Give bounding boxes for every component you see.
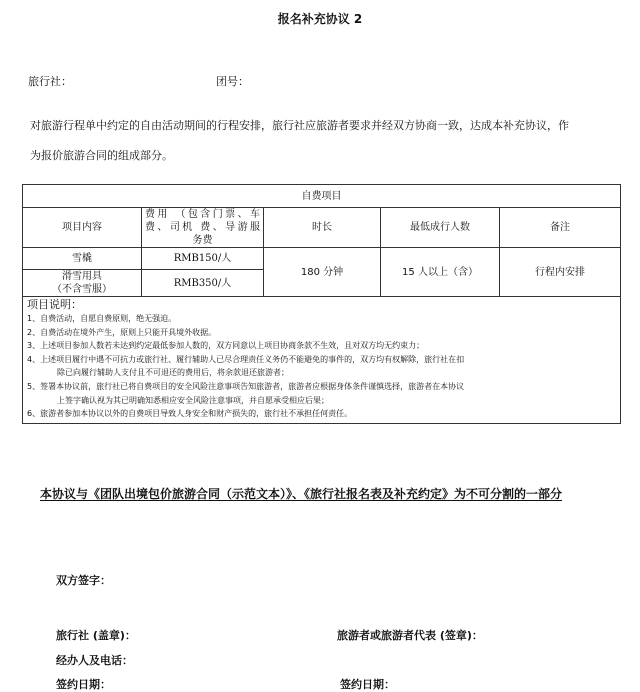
note-item: 2、自费活动在境外产生，原则上只能开具境外收据。 (27, 327, 217, 337)
project-notes (23, 297, 621, 424)
note-item: 4、上述项目履行中遇不可抗力或旅行社、履行辅助人已尽合理责任义务仍不能避免的事件的，双方均有权解除，旅行社在扣 (27, 354, 465, 364)
shared-min-people: 15 人以上（含） (381, 248, 500, 297)
self-paid-items-table (22, 184, 621, 424)
agency-seal-label: 旅行社 (盖章)： (56, 629, 136, 642)
shared-remarks: 行程内安排 (500, 248, 621, 297)
shared-duration: 180 分钟 (264, 248, 381, 297)
note-item: 5、签署本协议前，旅行社已将自费项目的安全风险注意事项告知旅游者，旅游者应根据身体条件谨慎选择，旅游者在本协议 (27, 381, 465, 391)
header-duration: 时长 (264, 208, 381, 248)
item-fee-sled: RMB150/人 (142, 248, 264, 270)
agency-label: 旅行社： (28, 75, 72, 88)
item-name-ski-gear (23, 270, 142, 297)
inseparable-statement: 本协议与《团队出境包价旅游合同（示范文本）》、《旅行社报名表及补充约定》为不可分割的一部分 (40, 487, 563, 501)
group-number-label: 团号： (216, 75, 249, 88)
header-remarks: 备注 (500, 208, 621, 248)
handler-phone-label: 经办人及电话： (56, 654, 133, 667)
header-min-people: 最低成行人数 (381, 208, 500, 248)
header-fee-line-3: 务费 (192, 235, 213, 246)
item-fee-ski-gear: RMB350/人 (142, 270, 264, 297)
note-item: 上签字确认视为其已明确知悉相应安全风险注意事项，并自愿承受相应后果； (57, 395, 329, 405)
intro-line-2: 为报价旅游合同的组成部分。 (30, 149, 173, 162)
sign-date-right: 签约日期： (340, 678, 395, 691)
item-name-ski-gear-line-1: 滑雪用具 (62, 271, 102, 282)
sign-date-left: 签约日期： (56, 678, 111, 691)
page-title: 报名补充协议 2 (277, 12, 363, 26)
header-fee-line-1: 费用 （包含门票、车 (145, 209, 260, 220)
header-content: 项目内容 (23, 208, 142, 248)
item-name-ski-gear-line-2: （不含雪服） (52, 284, 112, 295)
note-item: 除已向履行辅助人支付且不可退还的费用后，将余款退还旅游者； (57, 368, 289, 378)
table-row (23, 248, 621, 270)
header-fee (142, 208, 264, 248)
table-caption: 自费项目 (23, 185, 621, 208)
notes-title: 项目说明： (27, 298, 82, 311)
note-item: 6、旅游者参加本协议以外的自费项目导致人身安全和财产损失的，旅行社不承担任何责任。 (27, 409, 353, 419)
header-fee-line-2: 费、司机 费、导游服 (145, 222, 260, 233)
both-parties-signature: 双方签字： (56, 574, 111, 587)
note-item: 3、上述项目参加人数若未达到约定最低参加人数的，双方同意以上项目协商条款不生效，且对双方均无约束力； (27, 341, 425, 351)
note-item: 1、自费活动，自愿自费原则，绝无强迫。 (27, 314, 177, 323)
item-name-sled: 雪橇 (23, 248, 142, 270)
tourist-signature-label: 旅游者或旅游者代表 (签章)： (337, 629, 483, 642)
intro-line-1: 对旅游行程单中约定的自由活动期间的行程安排，旅行社应旅游者要求并经双方协商一致，达成本补充协议，作 (30, 119, 569, 132)
